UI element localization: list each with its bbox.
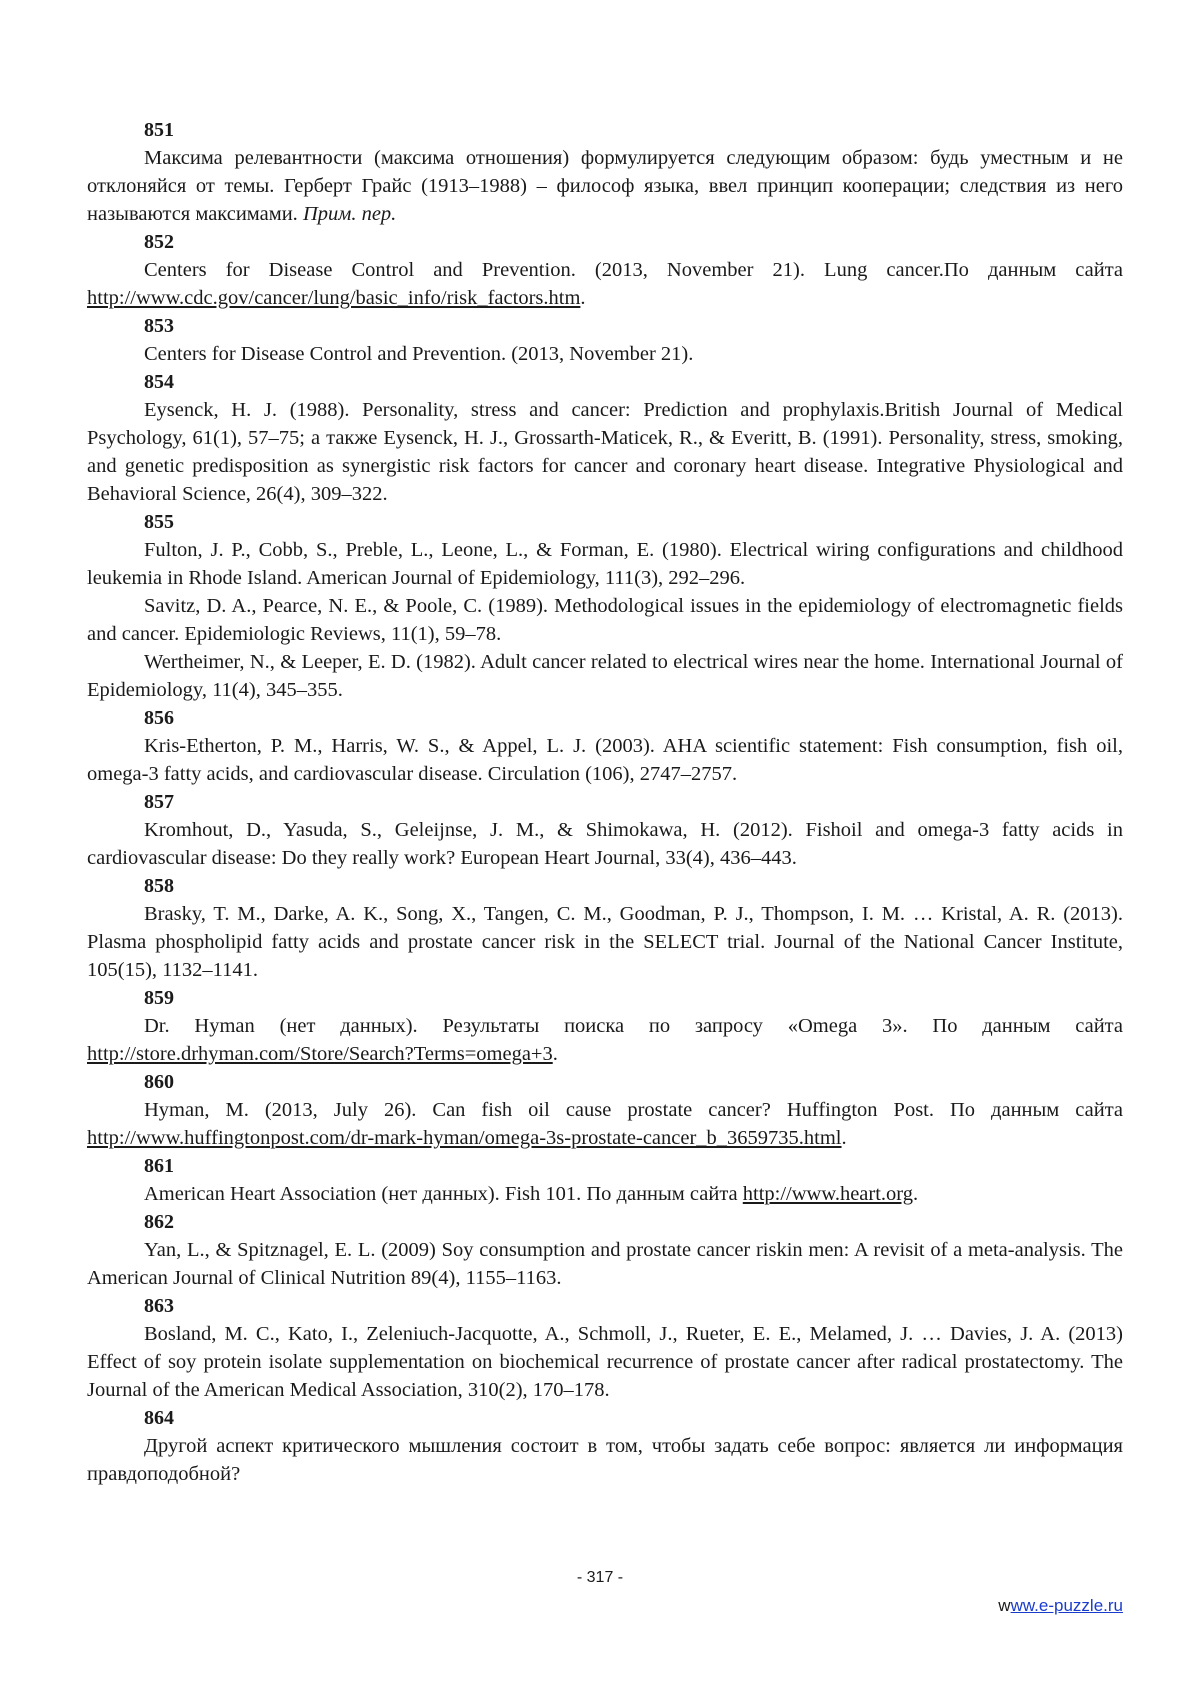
trailing-punctuation: . [842,1127,847,1149]
footnote-number: 853 [144,312,1123,340]
footnote-text-body: Kromhout, D., Yasuda, S., Geleijnse, J. M., & Shimokawa, H. (2012). Fishoil and omega-3 fatty acids in cardiovascular disease: Do they really work? European Heart Journal, 33(4), 436–443. [87,819,1123,869]
footnote-text-body: Centers for Disease Control and Prevention. (2013, November 21). Lung cancer.По данным сайта [144,259,1123,281]
footnote [87,116,1123,228]
footnote-number: 851 [144,116,1123,144]
footnote-text-body: Dr. Hyman (нет данных). Результаты поиска по запросу «Omega 3». По данным сайта [144,1015,1123,1037]
footnote-text [87,732,1123,788]
footnote-text [87,1320,1123,1404]
footnote-text [87,1096,1123,1152]
footnote-number: 862 [144,1208,1123,1236]
footnote-text-body: Wertheimer, N., & Leeper, E. D. (1982). Adult cancer related to electrical wires near the home. International Journal of Epidemiology, 11(4), 345–355. [87,651,1123,701]
source-link[interactable]: http://store.drhyman.com/Store/Search?Terms=omega+3 [87,1043,553,1065]
footnote [87,704,1123,788]
footnote-text [87,1432,1123,1488]
translator-note: Прим. пер. [303,203,396,225]
footnote-number: 860 [144,1068,1123,1096]
footnote [87,1404,1123,1488]
footnote-text-body: Kris-Etherton, P. M., Harris, W. S., & Appel, L. J. (2003). AHA scientific statement: Fish consumption, fish oil, omega-3 fatty acids, and cardiovascular disease. Circulation (106), 2747–2757. [87,735,1123,785]
footnote [87,872,1123,984]
footnote-number: 859 [144,984,1123,1012]
footnote [87,788,1123,872]
footnote [87,1152,1123,1208]
footnote-number: 854 [144,368,1123,396]
footnote-text-body: Bosland, M. C., Kato, I., Zeleniuch-Jacquotte, A., Schmoll, J., Rueter, E. E., Melamed, J. … Davies, J. A. (2013) Effect of soy protein isolate supplementation on biochemical recurrence of prostate cancer after radical prostatectomy. The Journal of the American Medical Association, 310(2), 170–178. [87,1323,1123,1401]
footnotes-list [87,116,1123,1488]
footnote-text-body: Savitz, D. A., Pearce, N. E., & Poole, C. (1989). Methodological issues in the epidemiology of electromagnetic fields and cancer. Epidemiologic Reviews, 11(1), 59–78. [87,595,1123,645]
footnote [87,228,1123,312]
footnote-text [87,144,1123,228]
trailing-punctuation: . [580,287,585,309]
footnote-number: 855 [144,508,1123,536]
footnote [87,1292,1123,1404]
footnote [87,368,1123,508]
footnote-text-body: Hyman, M. (2013, July 26). Can fish oil cause prostate cancer? Huffington Post. По данным сайта [144,1099,1123,1121]
trailing-punctuation: . [913,1183,918,1205]
footnote-number: 858 [144,872,1123,900]
footnote-text [87,648,1123,704]
page-number: - 317 - [0,1569,1200,1587]
site-footer [998,1596,1123,1616]
footnote [87,312,1123,368]
footnote [87,508,1123,704]
footnote-text-body: Brasky, T. M., Darke, A. K., Song, X., Tangen, C. M., Goodman, P. J., Thompson, I. M. … Kristal, A. R. (2013). Plasma phospholipid fatty acids and prostate cancer risk in the SELECT trial. Journal of the National Cancer Institute, 105(15), 1132–1141. [87,903,1123,981]
footnote-text-body: American Heart Association (нет данных). Fish 101. По данным сайта [144,1183,743,1205]
footnote-text [87,1236,1123,1292]
footnote-text-body: Yan, L., & Spitznagel, E. L. (2009) Soy consumption and prostate cancer riskin men: A revisit of a meta-analysis. The American Journal of Clinical Nutrition 89(4), 1155–1163. [87,1239,1123,1289]
footnote-text-body: Максима релевантности (максима отношения) формулируется следующим образом: будь уместным и не отклоняйся от темы. Герберт Грайс (1913–1988) – философ языка, ввел принцип кооперации; следствия из него называются максимами. [87,147,1123,225]
source-link[interactable]: http://www.heart.org [743,1183,913,1205]
footnote-number: 856 [144,704,1123,732]
footnote-text [87,816,1123,872]
source-link[interactable]: http://www.huffingtonpost.com/dr-mark-hyman/omega-3s-prostate-cancer_b_3659735.html [87,1127,842,1149]
footnote-text-body: Centers for Disease Control and Prevention. (2013, November 21). [144,343,693,365]
footnote [87,1208,1123,1292]
source-link[interactable]: http://www.cdc.gov/cancer/lung/basic_info/risk_factors.htm [87,287,580,309]
footnote-number: 852 [144,228,1123,256]
footnote-text-body: Eysenck, H. J. (1988). Personality, stress and cancer: Prediction and prophylaxis.British Journal of Medical Psychology, 61(1), 57–75; а также Eysenck, H. J., Grossarth-Maticek, R., & Everitt, B. (1991). Personality, stress, smoking, and genetic predisposition as synergistic risk factors for cancer and coronary heart disease. Integrative Physiological and Behavioral Science, 26(4), 309–322. [87,399,1123,505]
footnote-text [87,256,1123,312]
trailing-punctuation: . [553,1043,558,1065]
footnote-number: 863 [144,1292,1123,1320]
footnote-text [87,1012,1123,1068]
footnote [87,984,1123,1068]
footnote-text [87,900,1123,984]
footnote-text [87,536,1123,592]
footnote-text-body: Другой аспект критического мышления состоит в том, чтобы задать себе вопрос: является ли информация правдоподобной? [87,1435,1123,1485]
footnote-text-body: Fulton, J. P., Cobb, S., Preble, L., Leone, L., & Forman, E. (1980). Electrical wiring configurations and childhood leukemia in Rhode Island. American Journal of Epidemiology, 111(3), 292–296. [87,539,1123,589]
footnote-number: 861 [144,1152,1123,1180]
footnote [87,1068,1123,1152]
footnote-number: 864 [144,1404,1123,1432]
footnote-text [87,592,1123,648]
footnote-text [87,396,1123,508]
site-footer-prefix: w [998,1596,1010,1615]
footnote-number: 857 [144,788,1123,816]
site-footer-link[interactable]: ww.e-puzzle.ru [1011,1596,1123,1615]
footnote-text [87,340,1123,368]
footnote-text [87,1180,1123,1208]
